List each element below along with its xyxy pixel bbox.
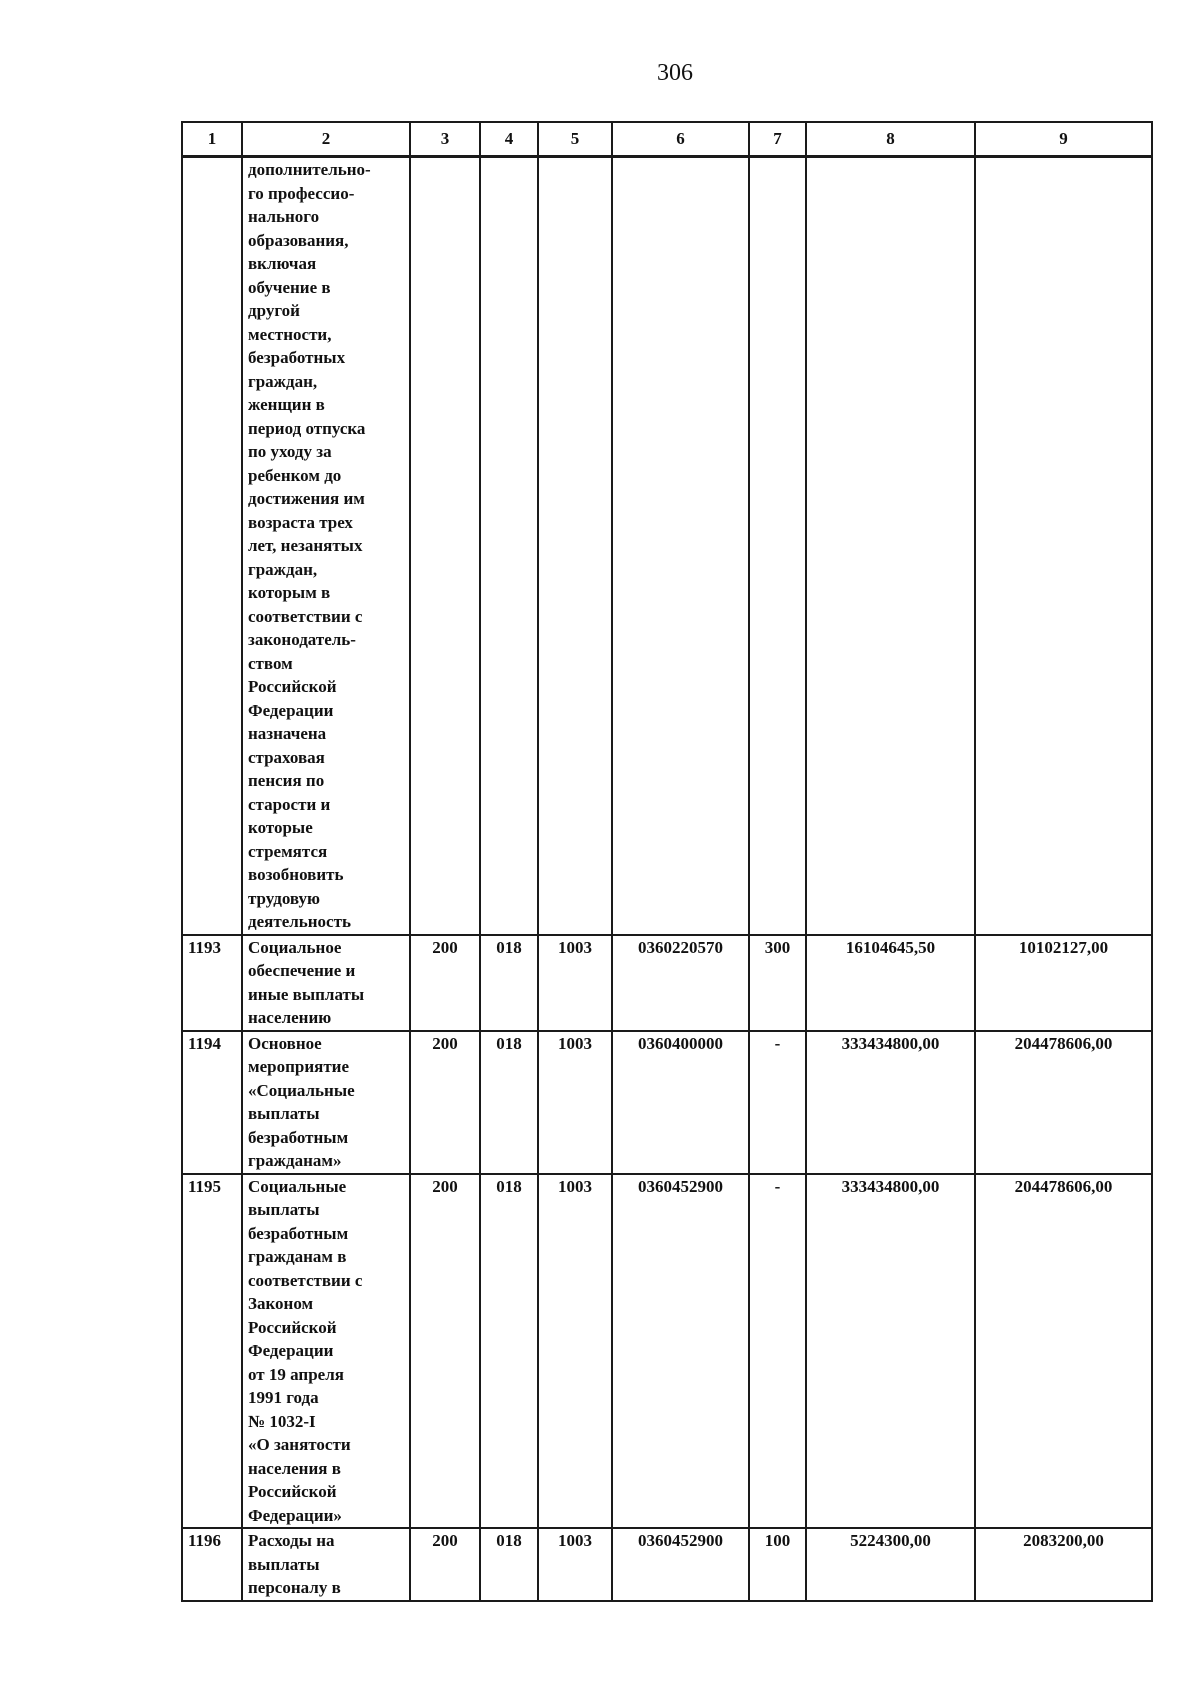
row-name-line: Законом — [248, 1294, 314, 1313]
row-name-line: безработным — [248, 1223, 349, 1243]
row-name-line: местности, — [248, 324, 332, 344]
column-header-6: 6 — [612, 122, 749, 157]
row-name-line: дополнительно- — [248, 160, 371, 179]
cell-col-9: 2083200,00 — [975, 1528, 1152, 1601]
row-name-line: № 1032-I — [248, 1411, 316, 1431]
cell-col-7: 300 — [749, 935, 806, 1031]
row-name-line: «Социальные — [248, 1080, 355, 1100]
row-name-line: достижения им — [248, 489, 365, 508]
row-number: 1196 — [182, 1528, 242, 1601]
page-number: 306 — [657, 60, 693, 86]
row-name-line: выплаты — [248, 1104, 320, 1123]
row-number: 1193 — [182, 935, 242, 1031]
cell-col-4: 018 — [480, 1174, 538, 1529]
cell-col-4: 018 — [480, 1528, 538, 1601]
row-name-line: обеспечение и — [248, 961, 356, 980]
row-name-line: нального — [248, 207, 320, 226]
row-name-line: которые — [248, 818, 313, 837]
row-name-line: Основное — [248, 1033, 322, 1053]
row-name-line: го профессио- — [248, 183, 355, 203]
row-name-line: образования, — [248, 230, 349, 250]
row-name-line: пенсия по — [248, 771, 325, 790]
cell-col-5: 1003 — [538, 1031, 612, 1174]
row-name-line: страховая — [248, 747, 325, 767]
row-name-line: Российской — [248, 1482, 337, 1501]
row-name-line: другой — [248, 301, 300, 320]
row-name-line: безработных — [248, 348, 346, 367]
row-name-line: трудовую — [248, 888, 320, 908]
row-name-line: деятельность — [248, 912, 351, 931]
row-name-line: Социальные — [248, 1176, 347, 1196]
cell-col-7: 100 — [749, 1528, 806, 1601]
cell-col-5: 1003 — [538, 1528, 612, 1601]
row-name-line: граждан, — [248, 371, 318, 391]
cell-col-3 — [410, 157, 480, 935]
cell-col-9: 204478606,00 — [975, 1031, 1152, 1174]
row-name-line: 1991 года — [248, 1388, 319, 1407]
row-name — [242, 1174, 410, 1529]
column-header-8: 8 — [806, 122, 975, 157]
cell-col-3: 200 — [410, 1031, 480, 1174]
cell-col-8: 16104645,50 — [806, 935, 975, 1031]
table-row — [182, 1174, 1152, 1529]
cell-col-4 — [480, 157, 538, 935]
row-name — [242, 1528, 410, 1601]
row-name-line: возраста трех — [248, 512, 353, 532]
row-name-line: персоналу в — [248, 1578, 341, 1597]
table-row — [182, 1031, 1152, 1174]
row-name-line: старости и — [248, 794, 331, 814]
row-name-line: Социальное — [248, 937, 342, 957]
row-name-line: Расходы на — [248, 1531, 335, 1550]
cell-col-5: 1003 — [538, 935, 612, 1031]
cell-col-6: 0360452900 — [612, 1528, 749, 1601]
row-name-line: Российской — [248, 677, 337, 696]
column-header-9: 9 — [975, 122, 1152, 157]
row-name-line: женщин в — [248, 395, 325, 414]
row-name-line: включая — [248, 254, 317, 273]
cell-col-3: 200 — [410, 1528, 480, 1601]
row-name-line: Федерации — [248, 700, 334, 720]
cell-col-9 — [975, 157, 1152, 935]
table-body — [182, 157, 1152, 1601]
cell-col-7: - — [749, 1174, 806, 1529]
column-header-1: 1 — [182, 122, 242, 157]
cell-col-4: 018 — [480, 1031, 538, 1174]
row-name-line: которым в — [248, 583, 331, 602]
row-name-line: лет, незанятых — [248, 536, 363, 555]
row-name-line: соответствии с — [248, 606, 363, 626]
row-name-line: мероприятие — [248, 1057, 350, 1076]
cell-col-7: - — [749, 1031, 806, 1174]
row-name-line: по уходу за — [248, 442, 332, 461]
row-name-line: от 19 апреля — [248, 1364, 344, 1384]
column-header-3: 3 — [410, 122, 480, 157]
column-header-4: 4 — [480, 122, 538, 157]
row-name-line: законодатель- — [248, 630, 356, 649]
cell-col-5: 1003 — [538, 1174, 612, 1529]
row-name-line: Федерации» — [248, 1505, 342, 1525]
row-name-line: граждан, — [248, 559, 318, 579]
row-name-line: Федерации — [248, 1341, 334, 1360]
row-name-line: возобновить — [248, 865, 344, 884]
row-name-line: выплаты — [248, 1200, 320, 1219]
cell-col-6 — [612, 157, 749, 935]
row-number — [182, 157, 242, 935]
cell-col-5 — [538, 157, 612, 935]
table-row — [182, 157, 1152, 935]
cell-col-8: 5224300,00 — [806, 1528, 975, 1601]
cell-col-6: 0360220570 — [612, 935, 749, 1031]
row-name-line: выплаты — [248, 1554, 320, 1574]
cell-col-4: 018 — [480, 935, 538, 1031]
cell-col-7 — [749, 157, 806, 935]
cell-col-9: 204478606,00 — [975, 1174, 1152, 1529]
row-name-line: ством — [248, 653, 293, 673]
cell-col-3: 200 — [410, 1174, 480, 1529]
row-name-line: безработным — [248, 1127, 349, 1147]
row-name-line: «О занятости — [248, 1435, 351, 1454]
row-name-line: гражданам в — [248, 1247, 347, 1266]
row-name-line: период отпуска — [248, 418, 366, 438]
table-row — [182, 1528, 1152, 1601]
cell-col-8 — [806, 157, 975, 935]
budget-table — [181, 121, 1153, 1602]
row-name-line: соответствии с — [248, 1270, 363, 1290]
row-name — [242, 935, 410, 1031]
row-name-line: стремятся — [248, 841, 328, 861]
column-header-5: 5 — [538, 122, 612, 157]
row-name-line: Российской — [248, 1317, 337, 1337]
row-number: 1194 — [182, 1031, 242, 1174]
row-number: 1195 — [182, 1174, 242, 1529]
row-name-line: ребенком до — [248, 465, 342, 485]
cell-col-8: 333434800,00 — [806, 1174, 975, 1529]
cell-col-8: 333434800,00 — [806, 1031, 975, 1174]
cell-col-6: 0360452900 — [612, 1174, 749, 1529]
table-header-row — [182, 122, 1152, 157]
column-header-2: 2 — [242, 122, 410, 157]
row-name — [242, 1031, 410, 1174]
cell-col-3: 200 — [410, 935, 480, 1031]
row-name-line: гражданам» — [248, 1151, 342, 1170]
row-name-line: населения в — [248, 1458, 341, 1478]
column-header-7: 7 — [749, 122, 806, 157]
row-name-line: населению — [248, 1008, 332, 1027]
row-name — [242, 157, 410, 935]
row-name-line: назначена — [248, 724, 327, 743]
row-name-line: иные выплаты — [248, 984, 365, 1004]
cell-col-9: 10102127,00 — [975, 935, 1152, 1031]
table-row — [182, 935, 1152, 1031]
cell-col-6: 0360400000 — [612, 1031, 749, 1174]
row-name-line: обучение в — [248, 277, 331, 297]
